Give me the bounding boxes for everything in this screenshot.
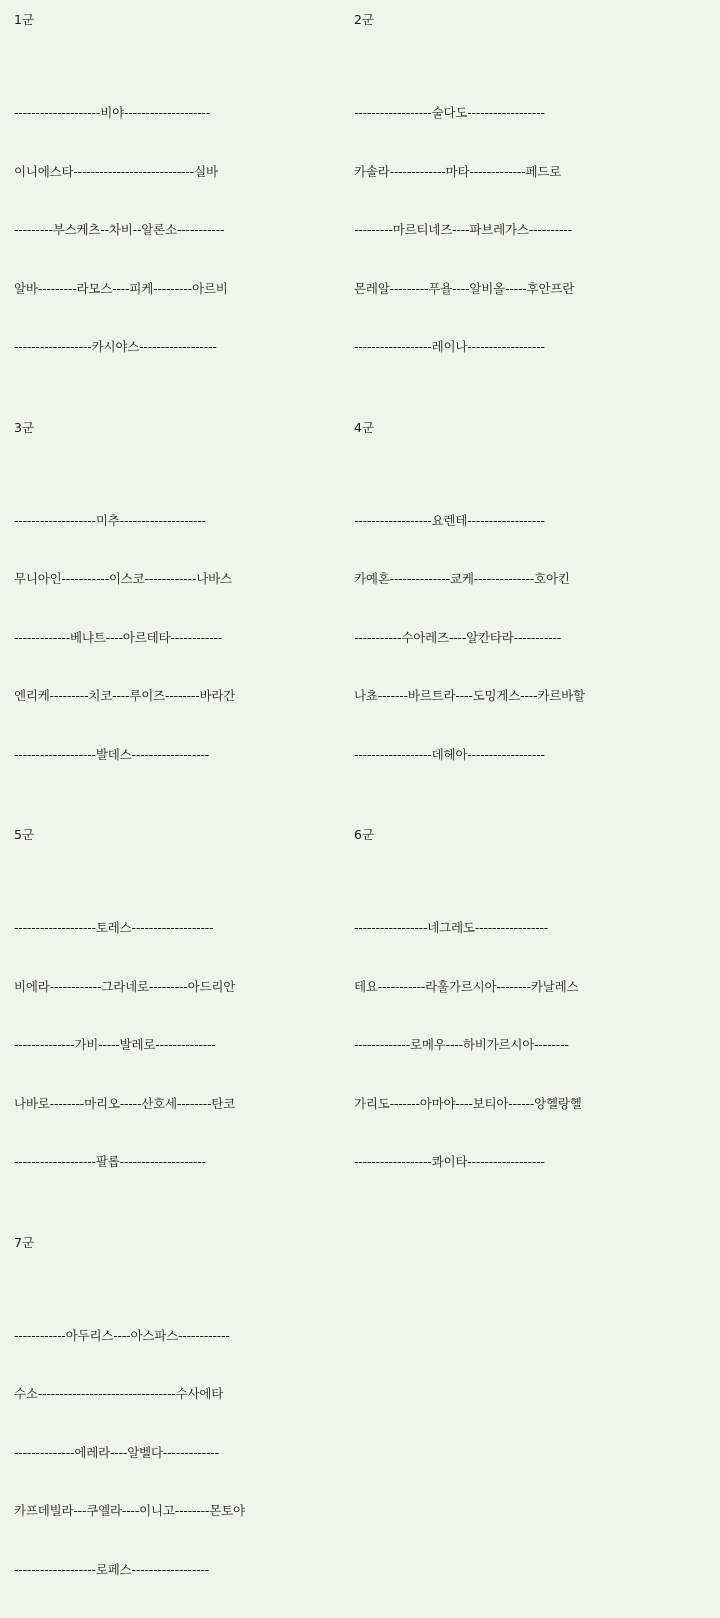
squad-grid [14,12,710,1618]
squad-line: -------------------미추-------------------- [14,511,344,531]
squad-line: -------------------토레스------------------- [14,918,344,938]
squad-line: 엔리케---------치코----루이즈--------바라간 [14,686,344,706]
squad-line: 수소--------------------------------수사에타 [14,1384,344,1404]
squad-lines-2 [354,64,684,396]
squad-line: ------------------술다도------------------ [354,103,684,123]
squad-line: --------------------비야-------------------- [14,103,344,123]
squad-band-3 [14,827,710,1211]
squad-line: 알바---------라모스----피케---------아르비 [14,279,344,299]
squad-lines-6 [354,879,684,1211]
group-title-7: 7군 [14,1235,344,1251]
squad-line: ------------------요렌테------------------ [354,511,684,531]
squad-line: 테요-----------라훌가르시아--------카날레스 [354,977,684,997]
squad-line: -------------------로페스------------------ [14,1560,344,1580]
squad-column-group-1 [14,12,344,396]
squad-column-group-5 [14,827,344,1211]
squad-band-4 [14,1235,710,1618]
squad-line: -------------------팔롭-------------------- [14,1152,344,1172]
squad-line: ------------------데헤아------------------ [354,745,684,765]
squad-line: 비에라------------그라네로---------아드리안 [14,977,344,997]
squad-line: --------------에레라----알벨다------------- [14,1443,344,1463]
squad-lines-3 [14,472,344,804]
squad-band-1 [14,12,710,396]
squad-line: 카예혼--------------쿄케--------------호아킨 [354,569,684,589]
group-title-1: 1군 [14,12,344,28]
squad-line: ------------------카시야스------------------ [14,337,344,357]
squad-column-group-2 [354,12,684,396]
squad-line: 카솔라-------------마타-------------페드로 [354,162,684,182]
squad-band-2 [14,420,710,804]
squad-line: ---------마르티네즈----파브레가스---------- [354,220,684,240]
squad-line: 몬레알---------푸욜----알비올-----후안프란 [354,279,684,299]
squad-list-page [0,0,720,739]
squad-line: -------------------발데스------------------ [14,745,344,765]
group-title-5: 5군 [14,827,344,843]
squad-line: -----------------네그레도----------------- [354,918,684,938]
group-title-6: 6군 [354,827,684,843]
squad-line: ---------부스케츠--차비--알론소----------- [14,220,344,240]
squad-line: 카프데빌라---쿠엘라----이니고--------몬토야 [14,1501,344,1521]
squad-lines-1 [14,64,344,396]
squad-lines-5 [14,879,344,1211]
squad-column-group-4 [354,420,684,804]
squad-column-group-7 [14,1235,344,1618]
group-title-4: 4군 [354,420,684,436]
squad-line: 가리도-------아마야----보티아------앙헬랑헬 [354,1094,684,1114]
squad-column-group-6 [354,827,684,1211]
squad-line: ------------아두리스----아스파스------------ [14,1326,344,1346]
squad-line: -------------베냐트----아르테타------------ [14,628,344,648]
squad-line: ------------------콰이타------------------ [354,1152,684,1172]
squad-line: 무니아인-----------이스코------------나바스 [14,569,344,589]
squad-line: 나쵸-------바르트라----도밍게스----카르바할 [354,686,684,706]
group-title-2: 2군 [354,12,684,28]
squad-column-group-3 [14,420,344,804]
squad-lines-4 [354,472,684,804]
squad-line: 나바로--------마리오-----산호세--------탄코 [14,1094,344,1114]
squad-line: -------------로메우----하비가르시아-------- [354,1035,684,1055]
squad-lines-7 [14,1287,344,1618]
group-title-3: 3군 [14,420,344,436]
squad-line: -----------수아레즈----알칸타라----------- [354,628,684,648]
squad-line: 이니에스타----------------------------실바 [14,162,344,182]
squad-line: ------------------레이나------------------ [354,337,684,357]
squad-line: --------------가비-----발레로-------------- [14,1035,344,1055]
